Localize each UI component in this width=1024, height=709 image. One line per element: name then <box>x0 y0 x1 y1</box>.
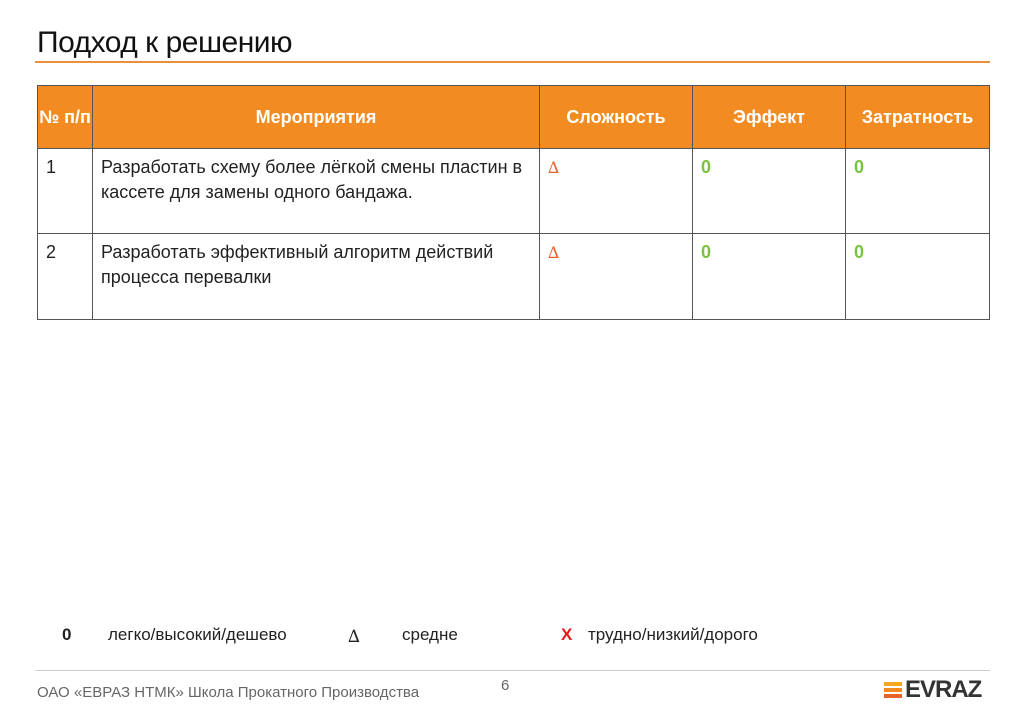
page-number: 6 <box>501 677 510 694</box>
legend-easy-label: легко/высокий/дешево <box>108 625 287 644</box>
header-effect: Эффект <box>693 86 846 149</box>
footer-divider <box>35 670 990 671</box>
legend-medium-label: средне <box>402 625 458 644</box>
footer-org: ОАО «ЕВРАЗ НТМК» Школа Прокатного Производства <box>37 684 420 701</box>
row-cost: 0 <box>846 234 990 320</box>
row-num: 1 <box>38 149 93 234</box>
legend-medium-symbol: ∆ <box>348 627 360 647</box>
row-complexity: ∆ <box>540 234 693 320</box>
evraz-logo <box>884 676 981 704</box>
row-num: 2 <box>38 234 93 320</box>
table-header <box>38 86 990 149</box>
header-action: Мероприятия <box>93 86 540 149</box>
row-cost: 0 <box>846 149 990 234</box>
legend-hard-symbol: X <box>561 625 573 644</box>
header-num: № п/п <box>38 86 93 149</box>
header-complexity: Сложность <box>540 86 693 149</box>
row-complexity: ∆ <box>540 149 693 234</box>
logo-bars-icon <box>884 682 902 698</box>
measures-table <box>37 85 990 320</box>
legend-hard-label: трудно/низкий/дорого <box>588 625 758 644</box>
table-row <box>38 149 990 234</box>
row-effect: 0 <box>693 149 846 234</box>
row-action: Разработать схему более лёгкой смены пластин в кассете для замены одного бандажа. <box>93 149 540 234</box>
header-cost: Затратность <box>846 86 990 149</box>
page-title: Подход к решению <box>37 26 293 59</box>
title-divider <box>35 61 990 63</box>
logo-text: EVRAZ <box>905 676 982 703</box>
table-row <box>38 234 990 320</box>
legend-easy-symbol: 0 <box>62 625 72 644</box>
row-action: Разработать эффективный алгоритм действий процесса перевалки <box>93 234 540 320</box>
row-effect: 0 <box>693 234 846 320</box>
